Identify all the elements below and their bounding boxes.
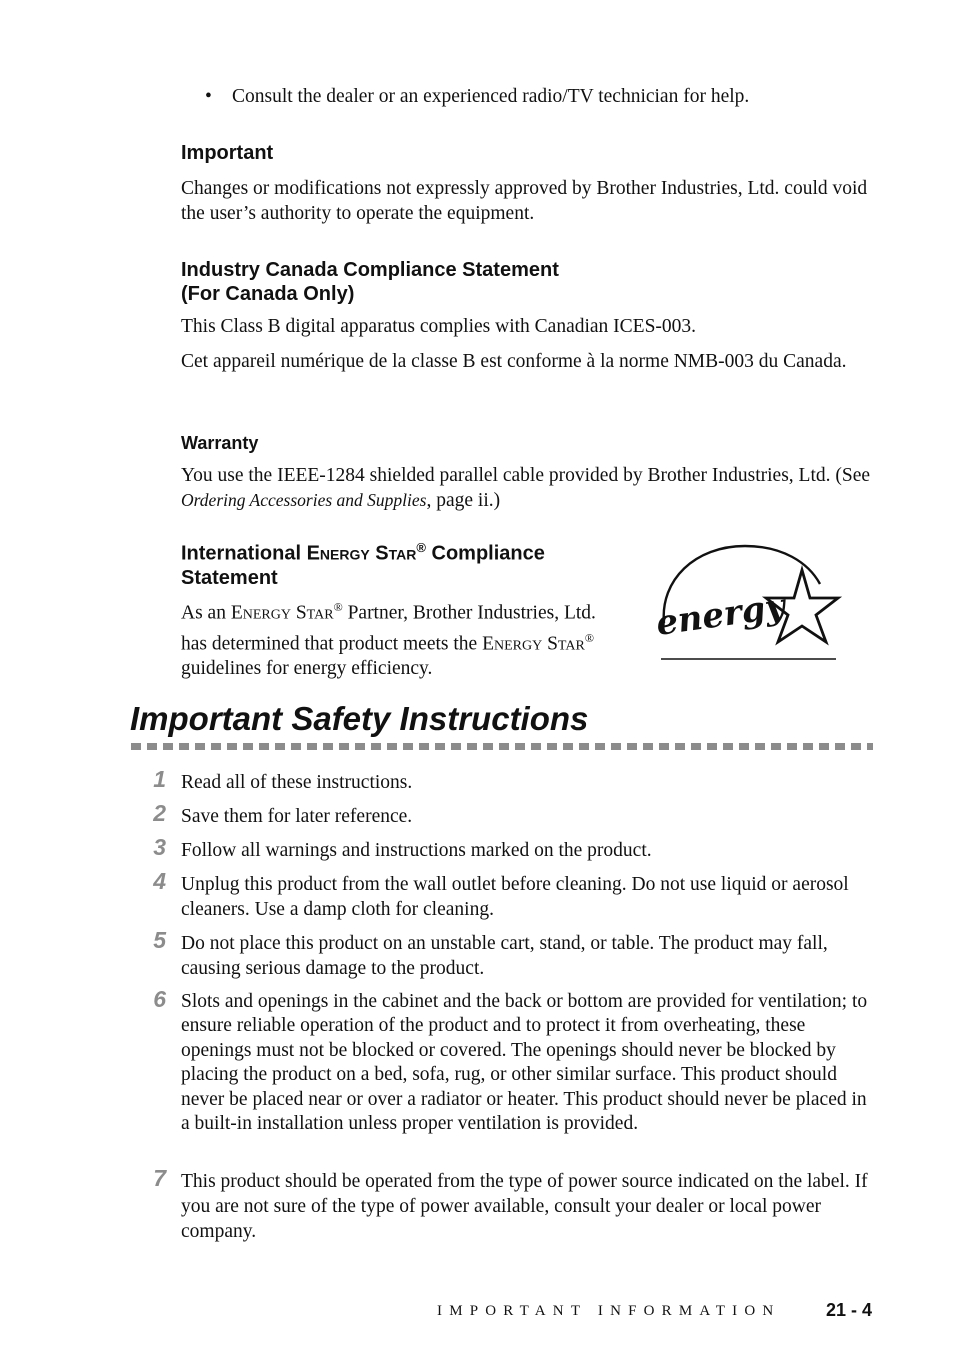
step-text: Do not place this product on an unstable cart, stand, or table. The product may fall, causing serious damage to the product.: [181, 933, 828, 979]
energy-star-heading: [181, 536, 621, 590]
energy-star-heading-brand: Energy Star: [306, 542, 417, 565]
footer-section-label: IMPORTANT INFORMATION: [437, 1303, 781, 1319]
energy-star-text-partner: Partner, Brother Industries, Ltd. has determined that product meets the: [181, 602, 596, 654]
step-text: Follow all warnings and instructions marked on the product.: [181, 840, 652, 861]
warranty-text-after: , page ii.): [426, 490, 501, 511]
energy-star-heading-reg: ®: [416, 540, 426, 555]
step-number: 5: [153, 927, 166, 953]
step-number: 6: [153, 986, 166, 1012]
warranty-heading: Warranty: [181, 433, 259, 453]
step-number: 3: [153, 834, 166, 860]
step-number: 2: [153, 800, 166, 826]
safety-title: Important Safety Instructions: [130, 700, 589, 737]
energy-star-heading-prefix: International: [181, 542, 307, 565]
step-number: 7: [153, 1165, 166, 1191]
step-number: 1: [153, 766, 166, 792]
warranty-text: [181, 463, 876, 513]
industry-canada-heading-line1: Industry Canada Compliance Statement: [181, 259, 559, 281]
energy-star-heading-suffix1: Compliance: [425, 542, 545, 565]
energy-star-text-guidelines: guidelines for energy efficiency.: [181, 658, 433, 679]
title-dashed-rule: [131, 743, 873, 750]
energy-star-brand: Energy Star: [230, 602, 334, 624]
energy-star-brand-2: Energy Star: [482, 633, 585, 654]
energy-star-reg-2: ®: [584, 630, 594, 645]
important-heading: Important: [181, 142, 274, 164]
step-text: Read all of these instructions.: [181, 772, 413, 793]
energy-star-heading-suffix2: Statement: [181, 566, 278, 589]
footer-page-number: 21 - 4: [826, 1300, 873, 1320]
bullet-text: Consult the dealer or an experienced radio/TV technician for help.: [232, 86, 750, 107]
energy-star-logo: [650, 540, 845, 665]
energy-star-text: [181, 595, 609, 681]
step-number: 4: [153, 868, 166, 894]
warranty-text-before: You use the IEEE-1284 shielded parallel cable provided by Brother Industries, Ltd. (See: [181, 465, 871, 486]
consult-dealer-bullet: [205, 84, 885, 109]
step-text: Save them for later reference.: [181, 806, 413, 827]
step-text: Slots and openings in the cabinet and the back or bottom are provided for ventilation; to ensure reliable operation of the product and to protect it from overheating, these openings must not be blocked or covered. The openings should never be blocked by placing the product on a bed, sofa, rug, or other similar surface. This product should never be placed near or over a radiator or heater. This product should never be placed in a built-in installation unless proper ventilation is provided.: [181, 991, 868, 1135]
warranty-reference-link-text: Ordering Accessories and Supplies: [181, 490, 427, 510]
industry-canada-heading: [181, 258, 559, 306]
logo-script-word: energy: [653, 586, 788, 644]
important-text: Changes or modifications not expressly approved by Brother Industries, Ltd. could void the user’s authority to operate the equipment.: [181, 178, 868, 224]
industry-canada-text-en: This Class B digital apparatus complies with Canadian ICES-003.: [181, 316, 697, 337]
energy-star-text-as-an: As an: [181, 602, 231, 624]
step-text: Unplug this product from the wall outlet before cleaning. Do not use liquid or aerosol cleaners. Use a damp cloth for cleaning.: [181, 874, 849, 920]
step-text: This product should be operated from the type of power source indicated on the label. If you are not sure of the type of power available, consult your dealer or local power company.: [181, 1171, 868, 1242]
industry-canada-text-fr: Cet appareil numérique de la classe B est conforme à la norme NMB-003 du Canada.: [181, 351, 847, 372]
energy-star-reg: ®: [333, 600, 343, 614]
industry-canada-heading-line2: (For Canada Only): [181, 283, 355, 305]
bullet-dot: •: [205, 86, 212, 107]
